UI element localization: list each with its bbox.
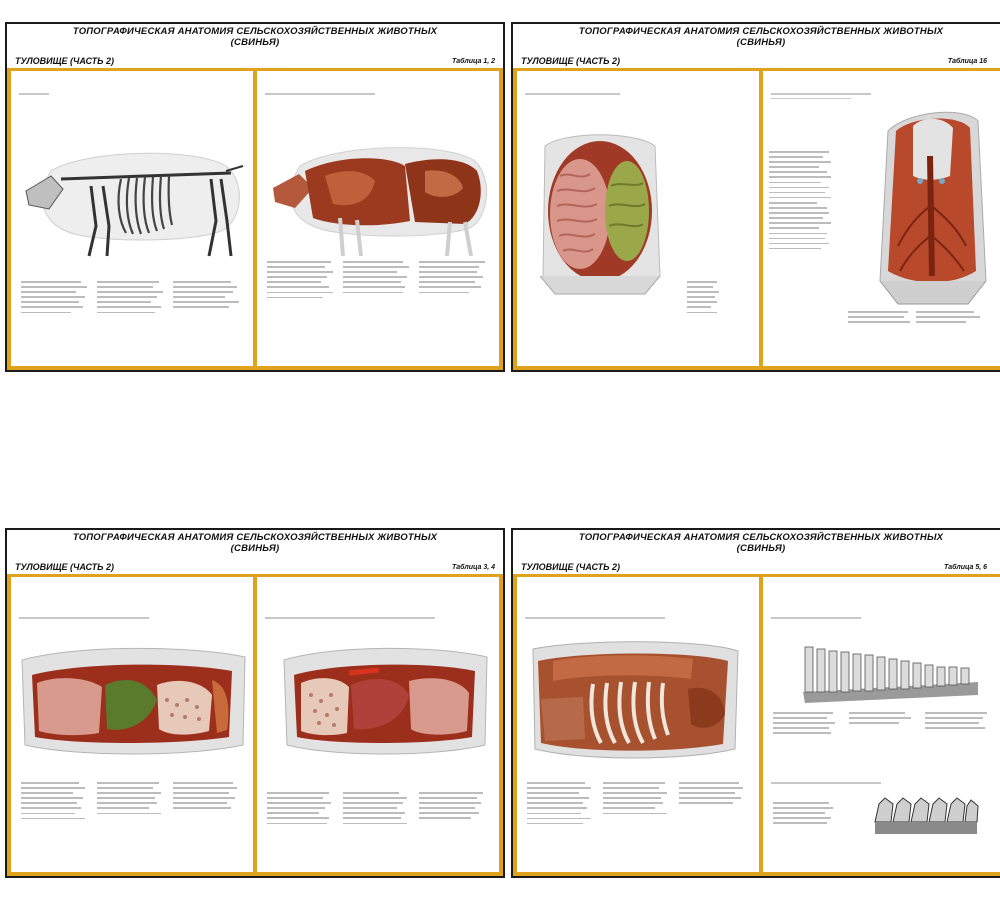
panel-caption-placeholder [525, 93, 751, 95]
panel-thoracic-left [7, 577, 255, 876]
legend-placeholder [773, 802, 833, 824]
table-number: Таблица 3, 4 [452, 563, 495, 571]
panel-vertebrae [761, 577, 1000, 876]
panel-opened-torso [761, 71, 1000, 370]
panel-caption-placeholder [771, 782, 997, 784]
vertebral-column-illustration [793, 637, 983, 707]
panel-thoracic-right [255, 577, 503, 876]
panel-caption-placeholder [771, 617, 997, 619]
sheet-title: ТОПОГРАФИЧЕСКАЯ АНАТОМИЯ СЕЛЬСКОХОЗЯЙСТВЕННЫХ ЖИВОТНЫХ (СВИНЬЯ) [72, 26, 438, 48]
legend-placeholder [21, 281, 243, 313]
sheet-subheader [513, 560, 1000, 574]
table-number: Таблица 16 [947, 57, 987, 65]
sheet-title: ТОПОГРАФИЧЕСКАЯ АНАТОМИЯ СЕЛЬСКОХОЗЯЙСТВЕННЫХ ЖИВОТНЫХ (СВИНЬЯ) [578, 532, 944, 554]
legend-placeholder [769, 151, 831, 249]
pig-muscles-illustration [265, 126, 495, 261]
panel-abdominal-cavity [513, 71, 761, 370]
legend-placeholder [267, 792, 489, 824]
lumbar-vertebrae-illustration [871, 792, 981, 840]
legend-placeholder [527, 782, 749, 824]
legend-placeholder [848, 311, 980, 323]
panel-muscles [255, 71, 503, 370]
poster-sheet-1 [5, 22, 505, 372]
section-title: ТУЛОВИЩЕ (ЧАСТЬ 2) [521, 56, 620, 66]
poster-sheet-2 [511, 22, 1000, 372]
sheet-subheader [7, 560, 503, 574]
section-title: ТУЛОВИЩЕ (ЧАСТЬ 2) [521, 562, 620, 572]
panel-caption-placeholder [265, 617, 491, 619]
table-number: Таблица 5, 6 [944, 563, 987, 571]
panel-caption-placeholder [265, 93, 491, 95]
sheet-subheader [513, 54, 1000, 68]
pig-skeleton-illustration [21, 131, 246, 261]
legend-placeholder [267, 261, 489, 298]
panel-caption-placeholder [19, 93, 245, 95]
torso-ribs-illustration [523, 639, 755, 769]
sheet-subheader [7, 54, 503, 68]
section-title: ТУЛОВИЩЕ (ЧАСТЬ 2) [15, 56, 114, 66]
panel-caption-placeholder [19, 617, 245, 619]
legend-placeholder [687, 281, 719, 313]
poster-sheet-4 [511, 528, 1000, 878]
legend-placeholder [773, 712, 995, 734]
sheet-title: ТОПОГРАФИЧЕСКАЯ АНАТОМИЯ СЕЛЬСКОХОЗЯЙСТВЕННЫХ ЖИВОТНЫХ (СВИНЬЯ) [578, 26, 944, 48]
thoracic-cavity-left-illustration [17, 645, 249, 765]
poster-sheet-3 [5, 528, 505, 878]
table-number: Таблица 1, 2 [452, 57, 495, 65]
legend-placeholder [21, 782, 243, 819]
panel-torso-muscles [513, 577, 761, 876]
intestines-illustration [535, 126, 665, 296]
sheet-title: ТОПОГРАФИЧЕСКАЯ АНАТОМИЯ СЕЛЬСКОХОЗЯЙСТВЕННЫХ ЖИВОТНЫХ (СВИНЬЯ) [72, 532, 438, 554]
opened-torso-illustration [868, 106, 998, 306]
thoracic-cavity-right-illustration [279, 645, 491, 765]
panel-skeleton [7, 71, 255, 370]
panel-caption-placeholder [525, 617, 751, 619]
panel-caption-placeholder [771, 93, 997, 99]
section-title: ТУЛОВИЩЕ (ЧАСТЬ 2) [15, 562, 114, 572]
